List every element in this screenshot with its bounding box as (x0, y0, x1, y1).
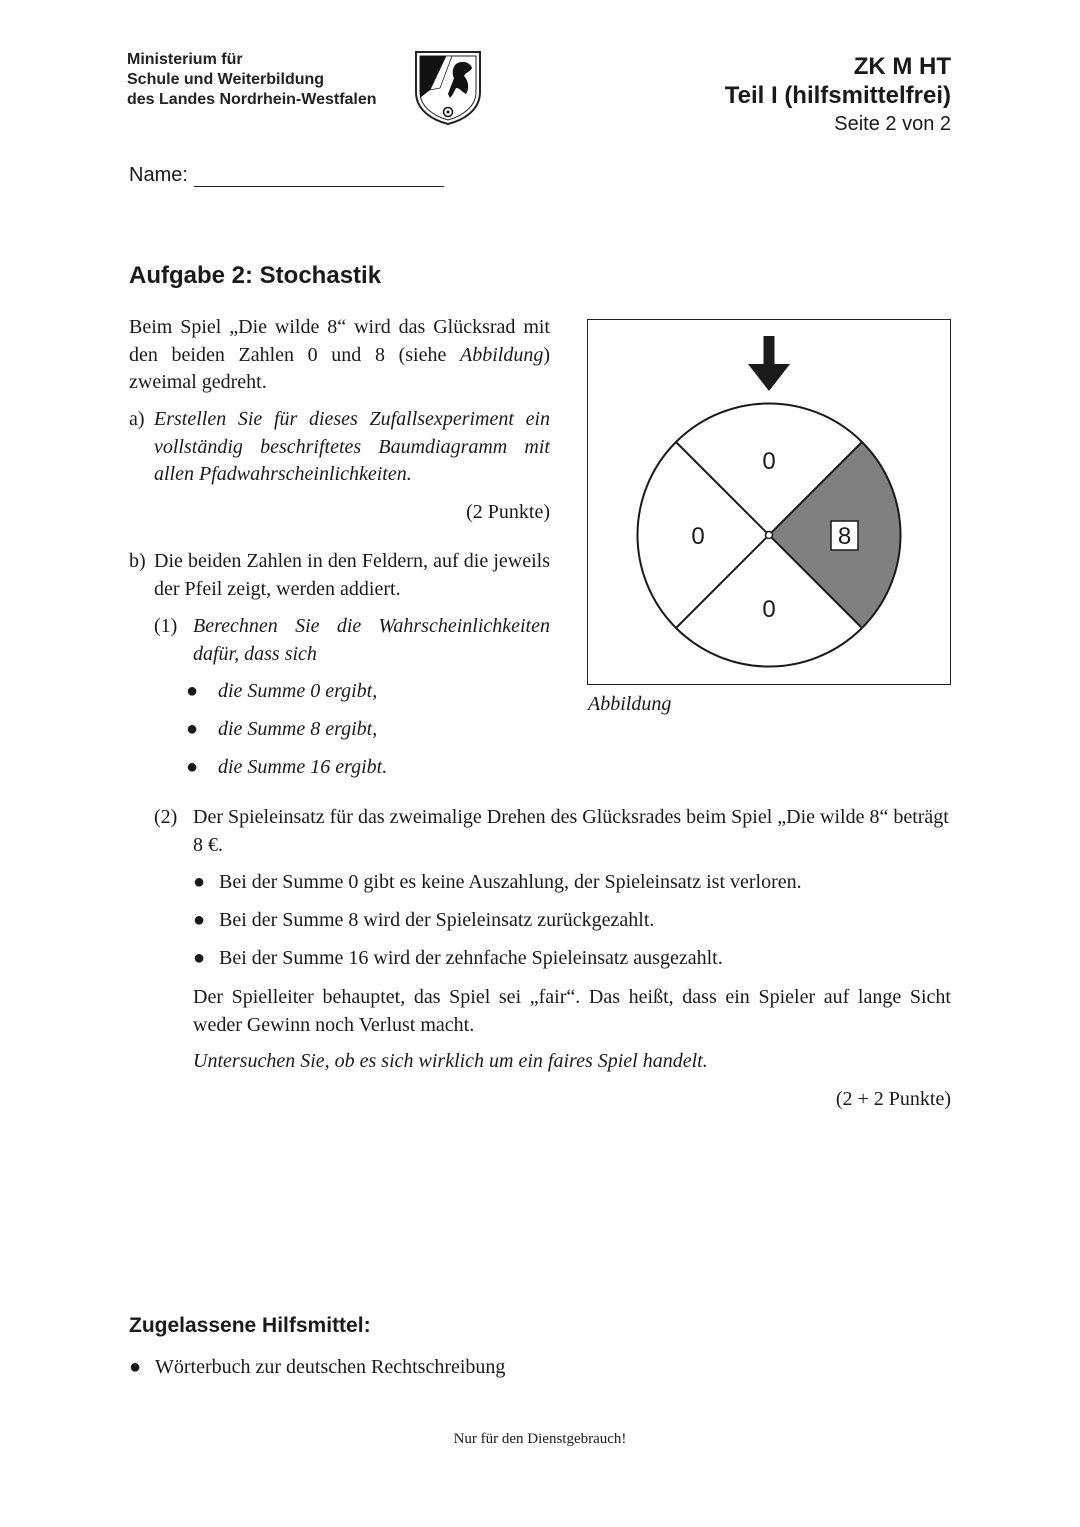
ministry-line: Schule und Weiterbildung (127, 71, 325, 88)
fair-claim-text: Der Spielleiter behauptet, das Spiel sei „fair“. Das heißt, dass ein Spieler auf lange Sicht weder Gewinn noch Verlust macht. (193, 986, 951, 1036)
part-b-marker: b) (129, 550, 146, 572)
ministry-line: Ministerium für (127, 51, 243, 68)
b1-bullet-text: die Summe 8 ergibt, (218, 718, 378, 740)
bullet-icon: ● (129, 1356, 142, 1378)
intro-figure-ref: Abbildung (459, 343, 544, 366)
figure-caption: Abbildung (588, 693, 672, 715)
task-title: Aufgabe 2: Stochastik (129, 262, 382, 289)
intro-text-2: ) zweimal gedreht. (129, 343, 550, 393)
list-item (186, 716, 377, 744)
ministry-line: des Landes Nordrhein-Westfalen (127, 91, 377, 108)
b2-bullet-text: Bei der Summe 0 gibt es keine Auszahlung, der Spieleinsatz ist verloren. (219, 871, 802, 893)
exam-part: Teil I (hilfsmittelfrei) (724, 82, 951, 109)
part-b2-text: Der Spieleinsatz für das zweimalige Drehen des Glücksrades beim Spiel „Die wilde 8“ beträgt 8 €. (193, 806, 949, 856)
intro-text-1: Beim Spiel „Die wilde 8“ wird das Glücksrad mit den beiden Zahlen 0 und 8 (siehe (129, 316, 550, 366)
list-item (129, 1354, 505, 1382)
list-item (186, 678, 377, 706)
ministry-name (127, 50, 377, 110)
sector-label-top: 0 (762, 448, 776, 475)
part-b (129, 548, 550, 603)
part-a-text: Erstellen Sie für dieses Zufallsexperiment ein vollständig beschriftetes Baumdiagramm mit allen Pfadwahrscheinlichkeiten. (154, 408, 550, 485)
part-b1-text: Berechnen Sie die Wahrscheinlichkeiten dafür, dass sich (193, 615, 550, 665)
sector-label-right: 8 (837, 523, 852, 550)
aids-title: Zugelassene Hilfsmittel: (129, 1314, 371, 1337)
list-item (193, 907, 654, 935)
part-b2 (154, 804, 951, 859)
part-a-marker: a) (129, 408, 145, 430)
b2-bullet-text: Bei der Summe 8 wird der Spieleinsatz zurückgezahlt. (219, 909, 655, 931)
investigate-text: Untersuchen Sie, ob es sich wirklich um ein faires Spiel handelt. (193, 1050, 708, 1072)
part-b1 (154, 613, 550, 668)
part-a-points: (2 Punkte) (466, 501, 550, 523)
part-b-points: (2 + 2 Punkte) (835, 1088, 951, 1110)
name-blank-line (194, 164, 444, 187)
part-b-text: Die beiden Zahlen in den Feldern, auf die jeweils der Pfeil zeigt, werden addiert. (154, 550, 550, 600)
part-a (129, 406, 550, 489)
bullet-icon: ● (186, 718, 199, 740)
b1-bullet-text: die Summe 0 ergibt, (218, 680, 378, 702)
b2-bullet-text: Bei der Summe 16 wird der zehnfache Spieleinsatz ausgezahlt. (219, 947, 723, 969)
bullet-icon: ● (193, 947, 206, 969)
sector-label-left: 0 (691, 523, 705, 550)
bullet-icon: ● (186, 680, 199, 702)
nrw-coat-of-arms-icon (412, 48, 484, 126)
exam-code: ZK M HT (853, 53, 951, 80)
bullet-icon: ● (193, 871, 206, 893)
list-item (193, 945, 723, 973)
wheel-figure (587, 319, 951, 685)
b1-bullet-text: die Summe 16 ergibt. (218, 756, 388, 778)
aids-item-text: Wörterbuch zur deutschen Rechtschreibung (155, 1356, 506, 1378)
bullet-icon: ● (193, 909, 206, 931)
arrow-down-icon (748, 364, 790, 391)
wheel-center-pin (766, 532, 773, 539)
name-label: Name: (129, 164, 188, 186)
list-item (186, 754, 387, 782)
part-b1-marker: (1) (154, 615, 178, 637)
wheel-svg (588, 320, 950, 684)
page-info: Seite 2 von 2 (834, 113, 951, 135)
list-item (193, 869, 802, 897)
footer-note: Nur für den Dienstgebrauch! (453, 1431, 627, 1447)
name-field-row (129, 164, 444, 187)
part-b2-marker: (2) (154, 806, 178, 828)
arrow-shaft (764, 336, 775, 366)
exam-header (725, 53, 951, 137)
bullet-icon: ● (186, 756, 199, 778)
sector-label-bottom: 0 (762, 596, 776, 623)
task-intro (129, 314, 550, 397)
